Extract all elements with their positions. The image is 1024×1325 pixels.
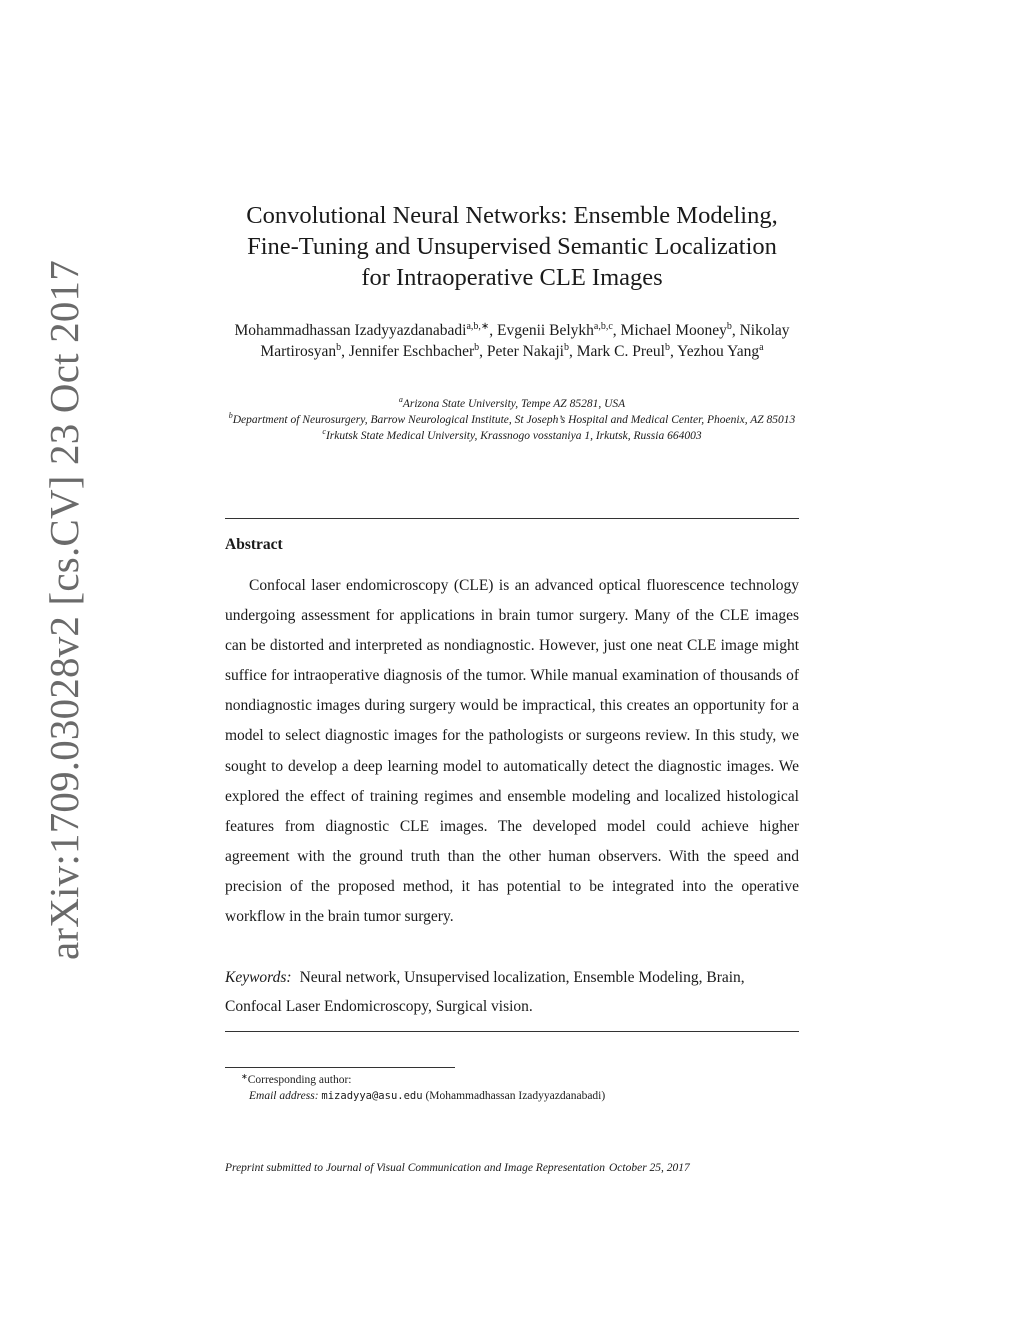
title-line-3: for Intraoperative CLE Images	[361, 264, 663, 291]
email-address-link[interactable]: mizadyya@asu.edu	[321, 1090, 423, 1102]
affiliation-list	[225, 396, 799, 444]
author: Nikolay Martirosyan$^b$,	[260, 322, 790, 360]
abstract-top-rule	[225, 518, 799, 519]
email-label: Email address:	[249, 1090, 319, 1102]
title-line-2: Fine-Tuning and Unsupervised Semantic Localization	[247, 233, 777, 260]
author: Jennifer Eschbacher$^b$,	[348, 342, 487, 360]
paper-title	[200, 200, 824, 293]
author: Michael Mooney$^b$,	[620, 321, 740, 339]
author: Mohammadhassan Izadyyazdanabadi$^{a,b,∗}$,	[234, 321, 498, 339]
affiliation: $^c$Irkutsk State Medical University, Krassnogo vosstaniya 1, Irkutsk, Russia 664003	[322, 427, 702, 442]
author-list	[225, 320, 799, 362]
footnote-rule	[225, 1067, 455, 1068]
footnote-mark: ∗	[241, 1072, 248, 1081]
preprint-notice	[225, 1162, 845, 1174]
email-owner: (Mohammadhassan Izadyyazdanabadi)	[425, 1090, 606, 1102]
author: Peter Nakaji$^b$,	[486, 342, 577, 360]
corresponding-author-note: ∗Corresponding author:	[241, 1072, 352, 1086]
title-line-1: Convolutional Neural Networks: Ensemble Modeling,	[246, 202, 778, 229]
abstract-heading: Abstract	[225, 536, 283, 553]
preprint-text: Preprint submitted to Journal of Visual Communication and Image Representation	[225, 1162, 605, 1174]
abstract-body: Confocal laser endomicroscopy (CLE) is an advanced optical fluorescence technology undergoing assessment for applications in brain tumor surgery. Many of the CLE images can be distorted and interpreted as nondiagnostic. However, just one neat CLE image might suffice for intraoperative diagnosis of the tumor. While manual examination of thousands of nondiagnostic images during surgery would be impractical, this creates an opportunity for a model to select diagnostic images for the pathologists or surgeons review. In this study, we sought to develop a deep learning model to automatically detect the diagnostic images. We explored the effect of training regimes and ensemble modeling and localized histological features from diagnostic CLE images. The developed model could achieve higher agreement with the ground truth than the other human observers. With the speed and precision of the proposed method, it has potential to be integrated into the operative workflow in the brain tumor surgery.	[225, 577, 799, 926]
footnote	[241, 1072, 801, 1104]
email-line	[241, 1088, 801, 1104]
keywords-text: Neural network, Unsupervised localization, Ensemble Modeling, Brain, Confocal Laser Endomicroscopy, Surgical vision.	[225, 969, 745, 1015]
affiliation: $^b$Department of Neurosurgery, Barrow Neurological Institute, St Joseph’s Hospital and Medical Center, Phoenix, AZ 85013	[228, 411, 796, 426]
keywords	[225, 963, 799, 1021]
author: Evgenii Belykh$^{a,b,c}$,	[497, 321, 621, 339]
affiliation: $^a$Arizona State University, Tempe AZ 85281, USA	[398, 395, 626, 410]
author: Mark C. Preul$^b$,	[576, 342, 678, 360]
abstract-bottom-rule	[225, 1031, 799, 1032]
preprint-date: October 25, 2017	[609, 1162, 690, 1174]
author: Yezhou Yang$^a$	[677, 342, 764, 360]
arxiv-identifier-stamp: arXiv:1709.03028v2 [cs.CV] 23 Oct 2017	[41, 260, 87, 960]
keywords-label: Keywords:	[225, 969, 292, 986]
